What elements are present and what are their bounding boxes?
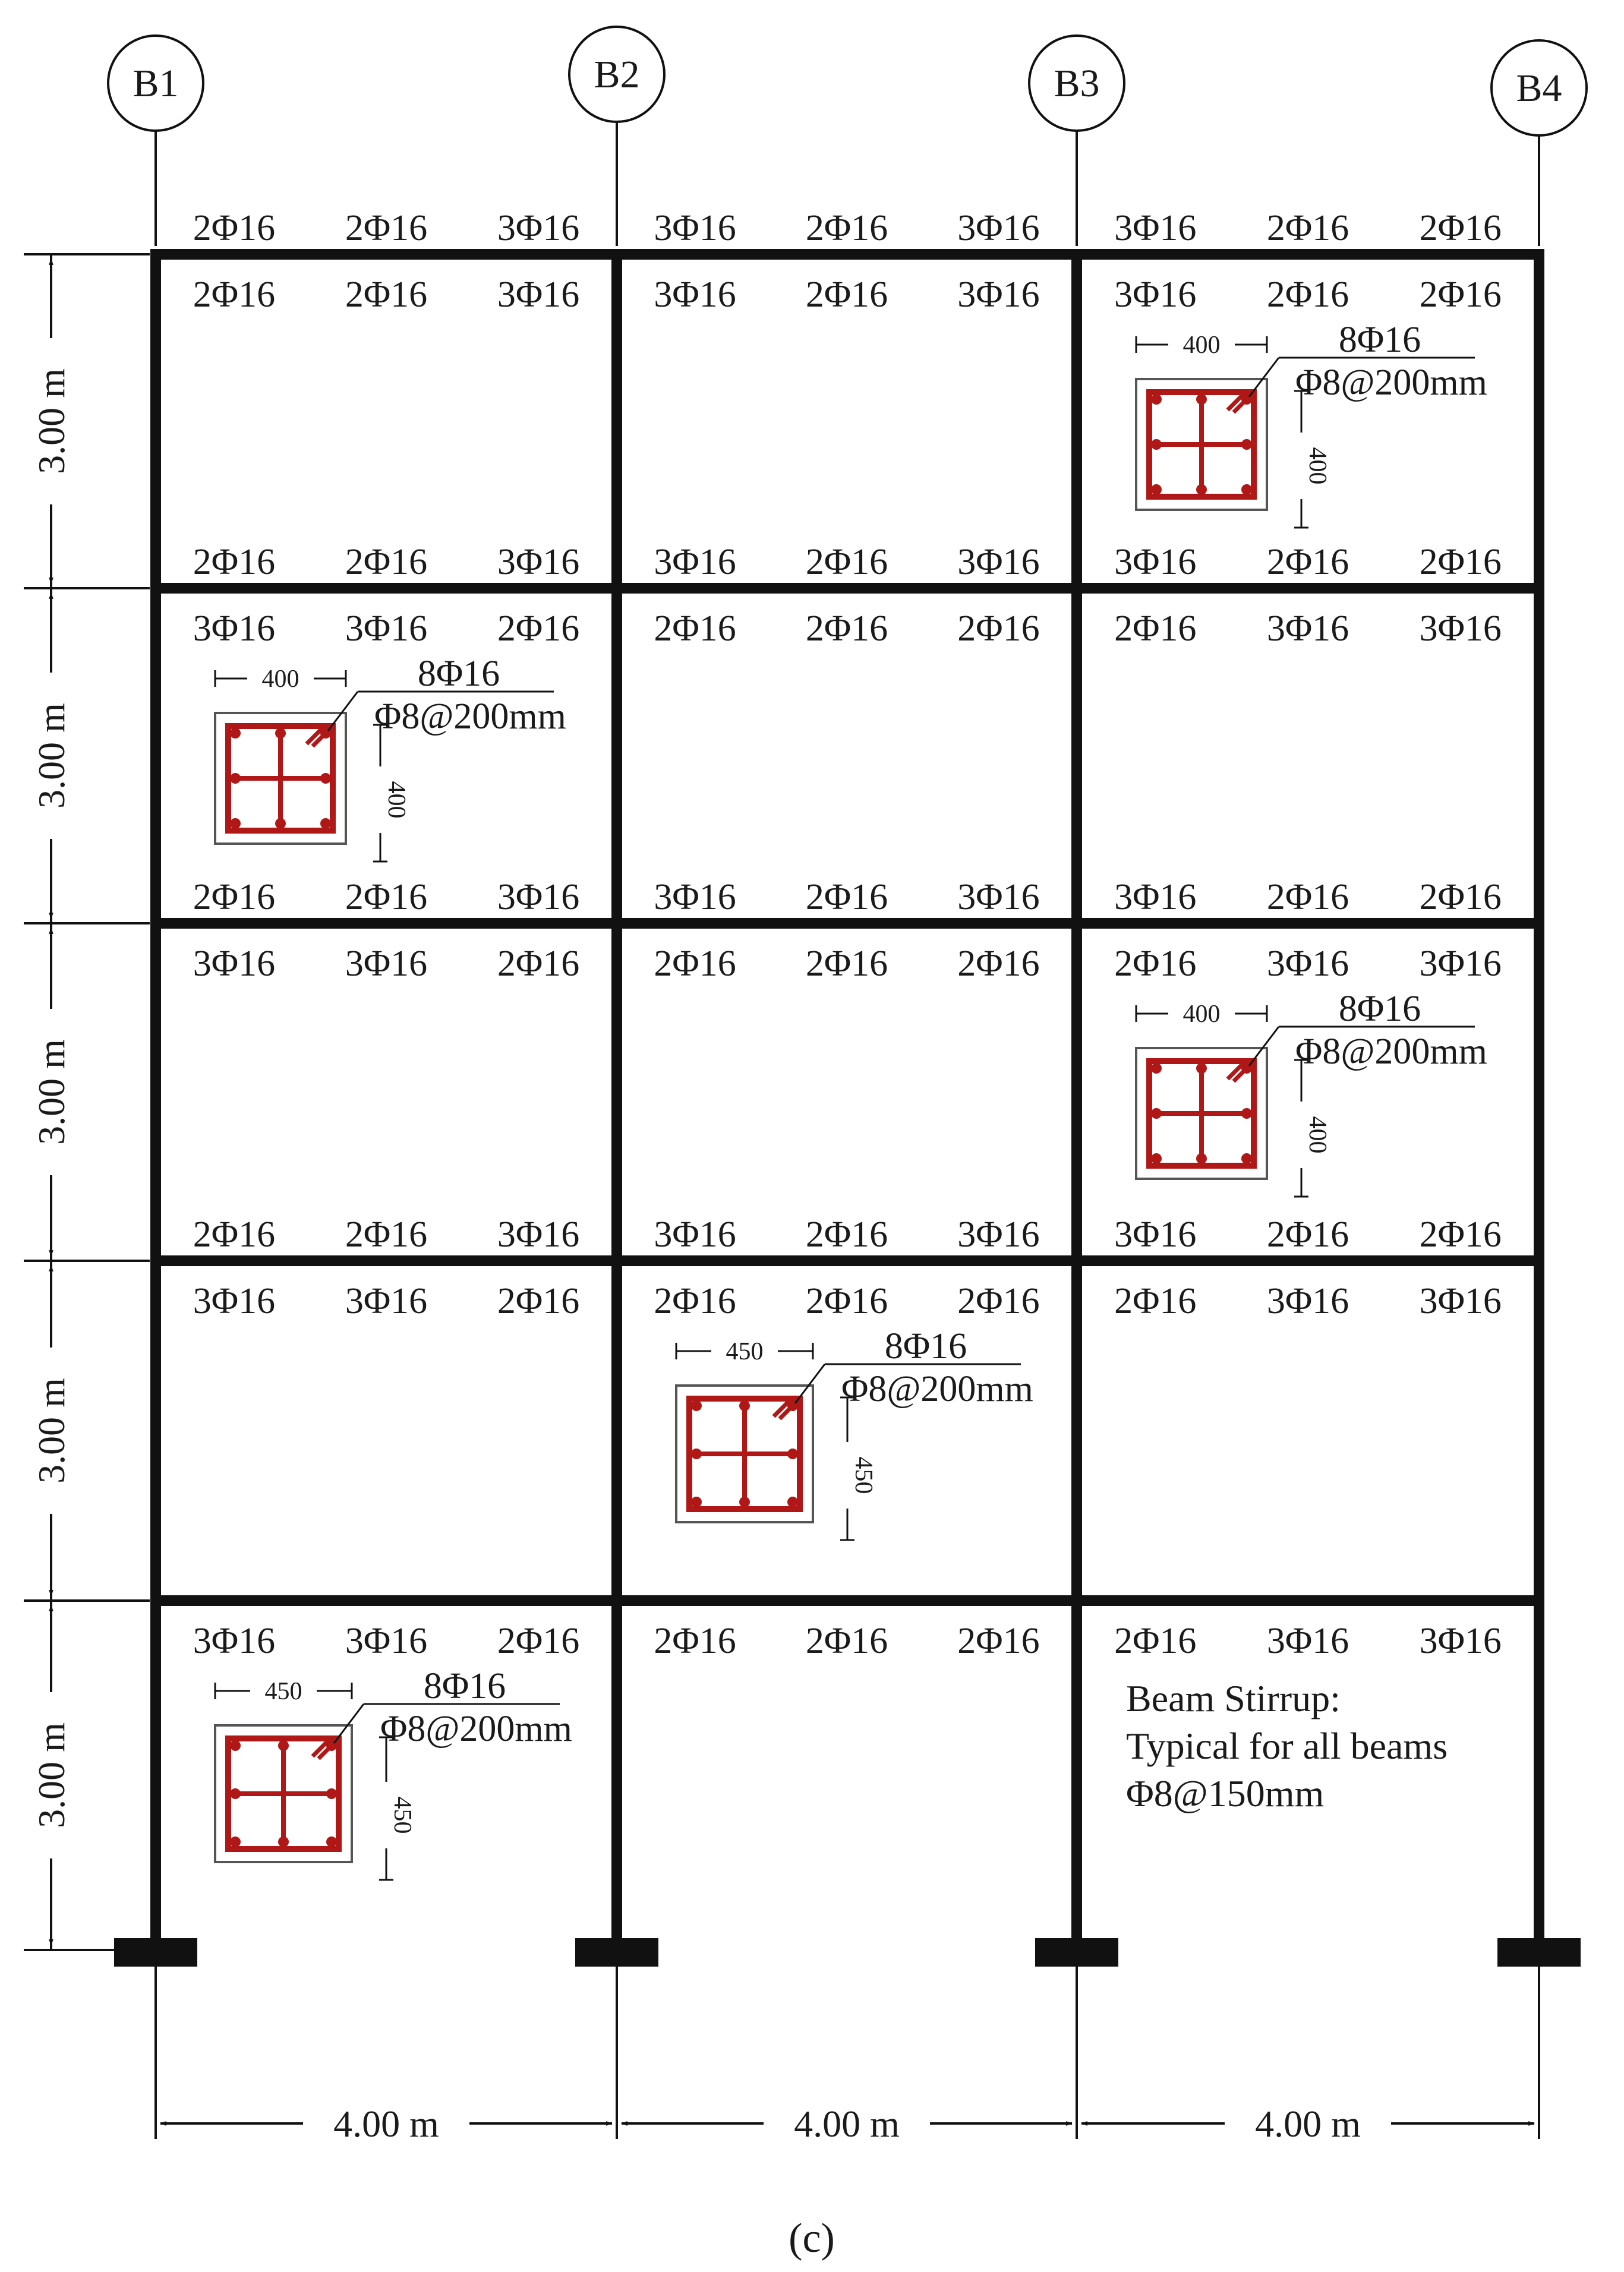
beam-rebar-label: 3Φ16 — [654, 274, 736, 315]
beam-rebar-label: 3Φ16 — [1266, 608, 1349, 649]
beam-rebar-label: 2Φ16 — [497, 1621, 580, 1661]
longitudinal-bar — [275, 818, 286, 829]
storey-height-label: 3.00 m — [30, 1378, 72, 1484]
section-ties-label: Φ8@200mm — [1295, 362, 1487, 403]
grid-label: B1 — [133, 62, 179, 105]
section-width-label: 450 — [264, 1678, 302, 1705]
section-width-label: 450 — [726, 1338, 764, 1365]
longitudinal-bar — [1151, 1063, 1162, 1074]
beam-rebar-label: 2Φ16 — [345, 877, 428, 917]
section-depth-label: 400 — [383, 781, 410, 819]
beam-rebar-label: 3Φ16 — [957, 877, 1040, 917]
beam-rebar-label: 2Φ16 — [345, 542, 428, 582]
storey-height-label: 3.00 m — [30, 1039, 72, 1145]
beam-rebar-label: 2Φ16 — [1266, 208, 1349, 248]
section-bars-label: 8Φ16 — [417, 654, 500, 694]
beam-rebar-label: 3Φ16 — [957, 1214, 1040, 1255]
longitudinal-bar — [1151, 1153, 1162, 1164]
beam-rebar-label: 3Φ16 — [193, 943, 276, 984]
beam-rebar-label: 3Φ16 — [345, 943, 428, 984]
longitudinal-bar — [230, 1788, 241, 1799]
grid-label: B3 — [1054, 62, 1100, 105]
beam-rebar-label: 2Φ16 — [805, 208, 888, 248]
beam-rebar-label: 3Φ16 — [654, 542, 736, 582]
beam-rebar-label: 2Φ16 — [957, 1281, 1040, 1321]
beam-rebar-label: 3Φ16 — [1419, 608, 1502, 649]
beam-rebar-label: 3Φ16 — [497, 208, 580, 248]
beam-rebar-label: 2Φ16 — [1266, 542, 1349, 582]
beam-rebar-label: 3Φ16 — [1114, 274, 1197, 315]
longitudinal-bar — [278, 1740, 289, 1751]
storey-height-label: 3.00 m — [30, 368, 72, 474]
longitudinal-bar — [326, 1788, 337, 1799]
beam-rebar-label: 2Φ16 — [1266, 877, 1349, 917]
column-section — [215, 654, 566, 862]
storey-height-label: 3.00 m — [30, 703, 72, 809]
longitudinal-bar — [1151, 484, 1162, 495]
beam-rebar-label: 2Φ16 — [497, 943, 580, 984]
section-width-label: 400 — [1182, 332, 1221, 359]
beam-rebar-label: 2Φ16 — [345, 274, 428, 315]
section-bars-label: 8Φ16 — [1338, 989, 1421, 1029]
longitudinal-bar — [691, 1400, 702, 1411]
section-width-label: 400 — [261, 665, 299, 693]
storey-height-label: 3.00 m — [30, 1722, 72, 1828]
beam-rebar-label: 2Φ16 — [1419, 208, 1502, 248]
beam-rebar-label: 2Φ16 — [345, 1214, 428, 1255]
section-bars-label: 8Φ16 — [1338, 320, 1421, 360]
grid-label: B2 — [594, 53, 640, 96]
beam-rebar-label: 3Φ16 — [1419, 1621, 1502, 1661]
longitudinal-bar — [1241, 439, 1252, 450]
longitudinal-bar — [1241, 1108, 1252, 1119]
beam-rebar-label: 2Φ16 — [805, 1214, 888, 1255]
beam-rebar-label: 3Φ16 — [1266, 1621, 1349, 1661]
longitudinal-bar — [230, 1740, 241, 1751]
beam-rebar-label: 2Φ16 — [805, 877, 888, 917]
beam-rebar-label: 3Φ16 — [497, 877, 580, 917]
beam-rebar-label: 3Φ16 — [1114, 542, 1197, 582]
beam-rebar-label: 2Φ16 — [497, 1281, 580, 1321]
longitudinal-bar — [1151, 394, 1162, 405]
longitudinal-bar — [787, 1497, 798, 1507]
beam-rebar-label: 3Φ16 — [1114, 877, 1197, 917]
beam-rebar-label: 3Φ16 — [1114, 208, 1197, 248]
beam-rebar-label: 3Φ16 — [345, 1621, 428, 1661]
section-depth-label: 450 — [850, 1456, 877, 1494]
column-section — [1136, 320, 1487, 528]
beam-rebar-label: 2Φ16 — [345, 208, 428, 248]
longitudinal-bar — [1196, 1153, 1207, 1164]
beam-rebar-label: 2Φ16 — [805, 1281, 888, 1321]
longitudinal-bar — [1241, 1153, 1252, 1164]
beam-rebar-label: 3Φ16 — [497, 274, 580, 315]
longitudinal-bar — [1151, 439, 1162, 450]
beam-rebar-label: 2Φ16 — [1266, 1214, 1349, 1255]
footing — [575, 1938, 658, 1967]
beam-rebar-label: 2Φ16 — [193, 542, 276, 582]
longitudinal-bar — [739, 1497, 750, 1507]
longitudinal-bar — [230, 818, 241, 829]
column-section — [215, 1666, 572, 1880]
beam-rebar-label: 3Φ16 — [345, 1281, 428, 1321]
beam-rebar-label: 2Φ16 — [957, 1621, 1040, 1661]
footing — [1035, 1938, 1118, 1967]
longitudinal-bar — [230, 728, 241, 739]
beam-rebar-label: 2Φ16 — [654, 1621, 736, 1661]
section-bars-label: 8Φ16 — [423, 1666, 506, 1706]
beam-rebar-label: 2Φ16 — [805, 542, 888, 582]
grid-label: B4 — [1516, 67, 1562, 110]
beam-rebar-label: 2Φ16 — [805, 943, 888, 984]
section-depth-label: 450 — [389, 1796, 416, 1834]
beam-rebar-label: 2Φ16 — [1419, 877, 1502, 917]
beam-rebar-label: 3Φ16 — [957, 274, 1040, 315]
longitudinal-bar — [1196, 1063, 1207, 1074]
longitudinal-bar — [320, 818, 331, 829]
beam-rebar-label: 2Φ16 — [497, 608, 580, 649]
beam-rebar-label: 2Φ16 — [957, 943, 1040, 984]
figure-caption: (c) — [789, 2216, 835, 2261]
stirrup-note-line: Beam Stirrup: — [1126, 1677, 1341, 1719]
beam-rebar-label: 2Φ16 — [1114, 608, 1197, 649]
beam-rebar-label: 2Φ16 — [654, 608, 736, 649]
beam-rebar-label: 2Φ16 — [654, 943, 736, 984]
bay-width-label: 4.00 m — [333, 2103, 439, 2145]
section-depth-label: 400 — [1304, 1116, 1331, 1154]
beam-rebar-label: 3Φ16 — [654, 877, 736, 917]
beam-rebar-label: 3Φ16 — [1114, 1214, 1197, 1255]
beam-rebar-label: 3Φ16 — [497, 542, 580, 582]
beam-rebar-label: 3Φ16 — [1419, 1281, 1502, 1321]
beam-rebar-label: 3Φ16 — [654, 1214, 736, 1255]
longitudinal-bar — [691, 1497, 702, 1507]
longitudinal-bar — [1196, 484, 1207, 495]
longitudinal-bar — [1241, 484, 1252, 495]
longitudinal-bar — [230, 773, 241, 784]
longitudinal-bar — [326, 1836, 337, 1847]
longitudinal-bar — [275, 728, 286, 739]
beam-rebar-label: 2Φ16 — [1419, 274, 1502, 315]
beam-rebar-label: 3Φ16 — [193, 608, 276, 649]
section-ties-label: Φ8@200mm — [374, 696, 566, 737]
bay-width-label: 4.00 m — [1255, 2103, 1361, 2145]
footing — [114, 1938, 197, 1967]
beam-rebar-label: 2Φ16 — [1266, 274, 1349, 315]
section-ties-label: Φ8@200mm — [1295, 1031, 1487, 1072]
beam-rebar-label: 2Φ16 — [193, 208, 276, 248]
beam-rebar-label: 3Φ16 — [1419, 943, 1502, 984]
beam-rebar-label: 2Φ16 — [193, 274, 276, 315]
longitudinal-bar — [278, 1836, 289, 1847]
beam-rebar-label: 2Φ16 — [1114, 1621, 1197, 1661]
footing — [1497, 1938, 1581, 1967]
beam-rebar-label: 3Φ16 — [654, 208, 736, 248]
section-ties-label: Φ8@200mm — [841, 1369, 1033, 1409]
beam-rebar-label: 2Φ16 — [1114, 1281, 1197, 1321]
beam-rebar-label: 3Φ16 — [193, 1621, 276, 1661]
beam-rebar-label: 3Φ16 — [957, 208, 1040, 248]
beam-rebar-label: 3Φ16 — [1266, 943, 1349, 984]
beam-rebar-label: 2Φ16 — [193, 877, 276, 917]
longitudinal-bar — [787, 1449, 798, 1459]
longitudinal-bar — [691, 1449, 702, 1459]
longitudinal-bar — [320, 773, 331, 784]
longitudinal-bar — [1151, 1108, 1162, 1119]
beam-rebar-label: 2Φ16 — [805, 274, 888, 315]
column-section — [1136, 989, 1487, 1197]
beam-rebar-label: 3Φ16 — [1266, 1281, 1349, 1321]
stirrup-note-line: Typical for all beams — [1126, 1725, 1448, 1767]
beam-rebar-label: 3Φ16 — [497, 1214, 580, 1255]
longitudinal-bar — [739, 1400, 750, 1411]
section-depth-label: 400 — [1304, 447, 1331, 485]
beam-rebar-label: 2Φ16 — [1419, 542, 1502, 582]
column-section — [676, 1326, 1033, 1540]
beam-rebar-label: 2Φ16 — [654, 1281, 736, 1321]
beam-rebar-label: 3Φ16 — [957, 542, 1040, 582]
section-ties-label: Φ8@200mm — [380, 1709, 572, 1749]
beam-rebar-label: 3Φ16 — [345, 608, 428, 649]
beam-rebar-label: 3Φ16 — [193, 1281, 276, 1321]
bay-width-label: 4.00 m — [794, 2103, 900, 2145]
beam-rebar-label: 2Φ16 — [193, 1214, 276, 1255]
longitudinal-bar — [1196, 394, 1207, 405]
beam-rebar-label: 2Φ16 — [805, 608, 888, 649]
stirrup-note-line: Φ8@150mm — [1126, 1772, 1325, 1815]
section-width-label: 400 — [1182, 1001, 1221, 1028]
beam-rebar-label: 2Φ16 — [1419, 1214, 1502, 1255]
beam-rebar-label: 2Φ16 — [957, 608, 1040, 649]
beam-rebar-label: 2Φ16 — [1114, 943, 1197, 984]
longitudinal-bar — [230, 1836, 241, 1847]
section-bars-label: 8Φ16 — [884, 1326, 967, 1367]
beam-rebar-label: 2Φ16 — [805, 1621, 888, 1661]
